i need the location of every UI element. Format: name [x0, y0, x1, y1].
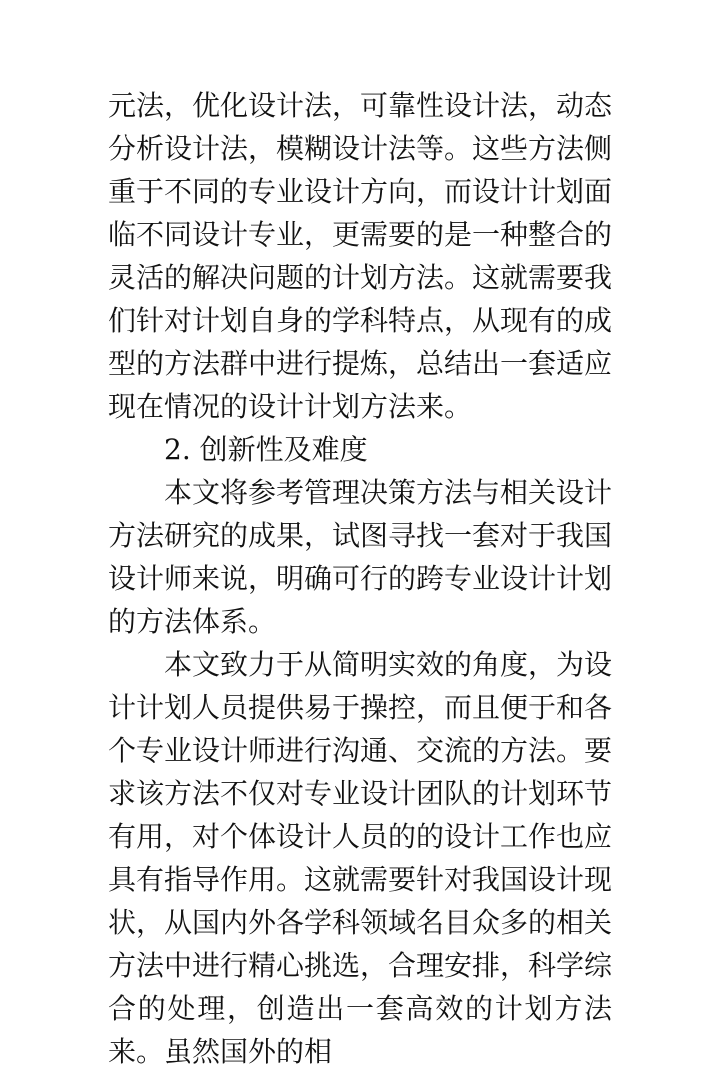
paragraph-3: 本文致力于从简明实效的角度，为设计计划人员提供易于操控，而且便于和各个专业设计师进行沟通、交流的方法。要求该方法不仅对专业设计团队的计划环节有用，对个体设计人员的的设计工作也应具有指导作用。这就需要针对我国设计现状，从国内外各学科领域名目众多的相关方法中进行精心挑选，合理安排，科学综合的处理，创造出一套高效的计划方法来。虽然国外的相 — [108, 648, 613, 1068]
section-heading: 2. 创新性及难度 — [164, 433, 368, 466]
document-page — [108, 84, 612, 1073]
paragraph-2: 本文将参考管理决策方法与相关设计方法研究的成果，试图寻找一套对于我国设计师来说，明确可行的跨专业设计计划的方法体系。 — [108, 476, 613, 638]
paragraph-continued: 元法，优化设计法，可靠性设计法，动态分析设计法，模糊设计法等。这些方法侧重于不同的专业设计方向，而设计计划面临不同设计专业，更需要的是一种整合的灵活的解决问题的计划方法。这就需要我们针对计划自身的学科特点，从现有的成型的方法群中进行提炼，总结出一套适应现在情况的设计计划方法来。 — [108, 89, 613, 423]
